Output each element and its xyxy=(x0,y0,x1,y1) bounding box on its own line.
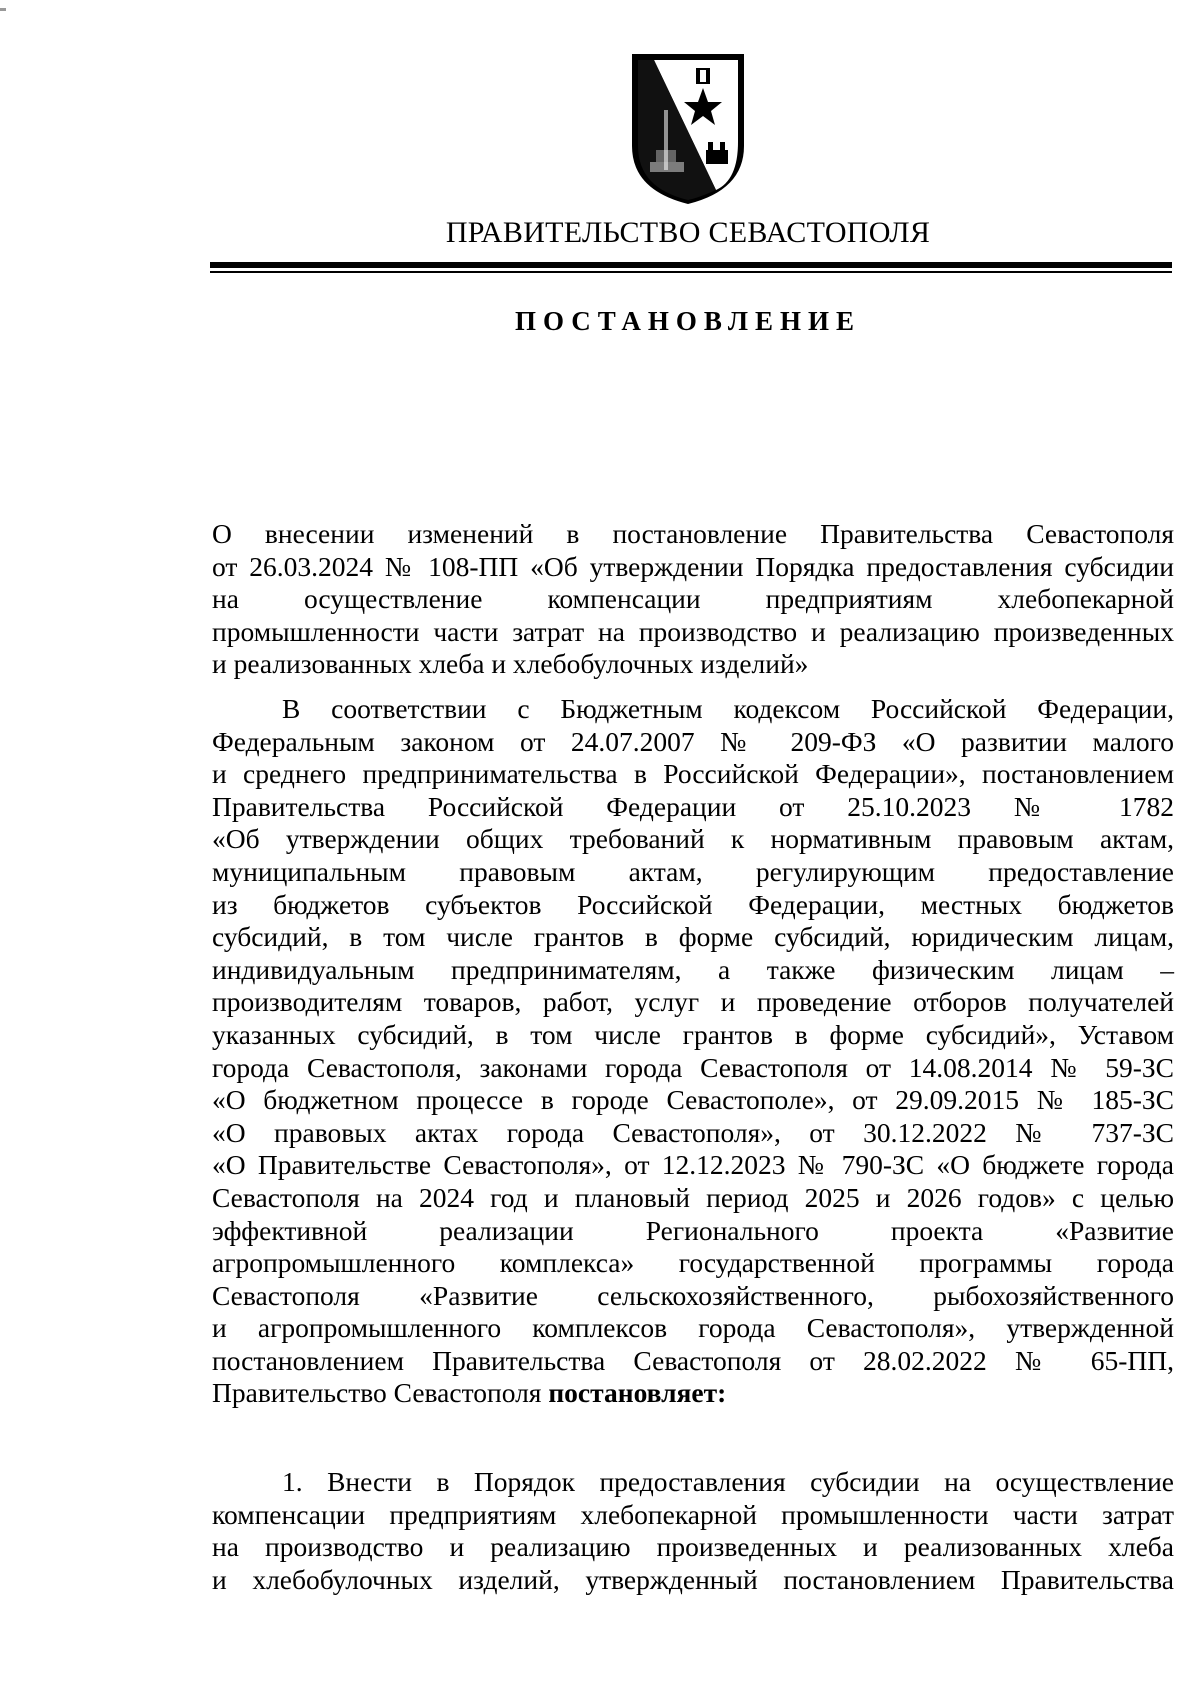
preamble-paragraph xyxy=(212,693,1174,1410)
preamble-line: муниципальным правовым актам, регулирующим предоставление xyxy=(212,855,1174,887)
preamble-line: эффективной реализации Регионального проекта «Развитие xyxy=(212,1214,1174,1246)
item-1-line: и хлебобулочных изделий, утвержденный постановлением Правительства xyxy=(212,1563,1174,1595)
header-divider-thick xyxy=(210,262,1172,268)
resolution-verb: постановляет: xyxy=(548,1377,727,1409)
preamble-line: индивидуальным предпринимателям, а также физическим лицам – xyxy=(212,953,1174,985)
preamble-closing-line xyxy=(212,1377,1174,1410)
item-1-paragraph xyxy=(212,1466,1174,1596)
preamble-line: Федеральным законом от 24.07.2007 № 209-ФЗ «О развитии малого xyxy=(212,725,1174,757)
subject-line: и реализованных хлеба и хлебобулочных изделий» xyxy=(212,648,809,680)
subject-block xyxy=(212,518,1174,681)
preamble-line: «О Правительстве Севастополя», от 12.12.2023 № 790-ЗС «О бюджете города xyxy=(212,1149,1174,1181)
sevastopol-coat-of-arms-icon xyxy=(628,50,748,208)
preamble-line: постановлением Правительства Севастополя от 28.02.2022 № 65-ПП, xyxy=(212,1344,1174,1376)
preamble-line: указанных субсидий, в том числе грантов в форме субсидий», Уставом xyxy=(212,1018,1174,1050)
document-type-title: ПОСТАНОВЛЕНИЕ xyxy=(514,306,862,336)
preamble-line: В соответствии с Бюджетным кодексом Российской Федерации, xyxy=(282,693,1174,724)
preamble-line: субсидий, в том числе грантов в форме субсидий, юридическим лицам, xyxy=(212,921,1174,953)
subject-line: от 26.03.2024 № 108-ПП «Об утверждении Порядка предоставления субсидии xyxy=(212,550,1174,582)
preamble-line: Севастополя на 2024 год и плановый период 2025 и 2026 годов» с целью xyxy=(212,1181,1174,1213)
header-divider-thin xyxy=(210,271,1172,273)
preamble-line: агропромышленного комплекса» государственной программы города xyxy=(212,1247,1174,1279)
preamble-line: из бюджетов субъектов Российской Федерации, местных бюджетов xyxy=(212,888,1174,920)
subject-line: промышленности части затрат на производство и реализацию произведенных xyxy=(212,615,1174,647)
preamble-line: «О правовых актах города Севастополя», от 30.12.2022 № 737-ЗС xyxy=(212,1116,1174,1148)
preamble-closing-prefix: Правительство Севастополя xyxy=(212,1377,549,1409)
scan-artifact xyxy=(0,8,6,11)
preamble-line: города Севастополя, законами города Севастополя от 14.08.2014 № 59-ЗС xyxy=(212,1051,1174,1083)
preamble-line: «Об утверждении общих требований к нормативным правовым актам, xyxy=(212,823,1174,855)
preamble-line: и среднего предпринимательства в Российской Федерации», постановлением xyxy=(212,758,1174,790)
preamble-line: Правительства Российской Федерации от 25.10.2023 № 1782 xyxy=(212,790,1174,822)
preamble-line: Севастополя «Развитие сельскохозяйственного, рыбохозяйственного xyxy=(212,1279,1174,1311)
preamble-line: производителям товаров, работ, услуг и проведение отборов получателей xyxy=(212,986,1174,1018)
organization-title: ПРАВИТЕЛЬСТВО СЕВАСТОПОЛЯ xyxy=(445,216,931,249)
item-1-line: компенсации предприятиям хлебопекарной промышленности части затрат xyxy=(212,1498,1174,1530)
preamble-line: и агропромышленного комплексов города Севастополя», утвержденной xyxy=(212,1312,1174,1344)
item-1-line: на производство и реализацию произведенных и реализованных хлеба xyxy=(212,1531,1174,1563)
subject-line: на осуществление компенсации предприятиям хлебопекарной xyxy=(212,583,1174,615)
preamble-line: «О бюджетном процессе в городе Севастополе», от 29.09.2015 № 185-ЗС xyxy=(212,1084,1174,1116)
item-1-line: 1. Внести в Порядок предоставления субсидии на осуществление xyxy=(282,1466,1174,1497)
subject-line: О внесении изменений в постановление Правительства Севастополя xyxy=(212,518,1174,549)
